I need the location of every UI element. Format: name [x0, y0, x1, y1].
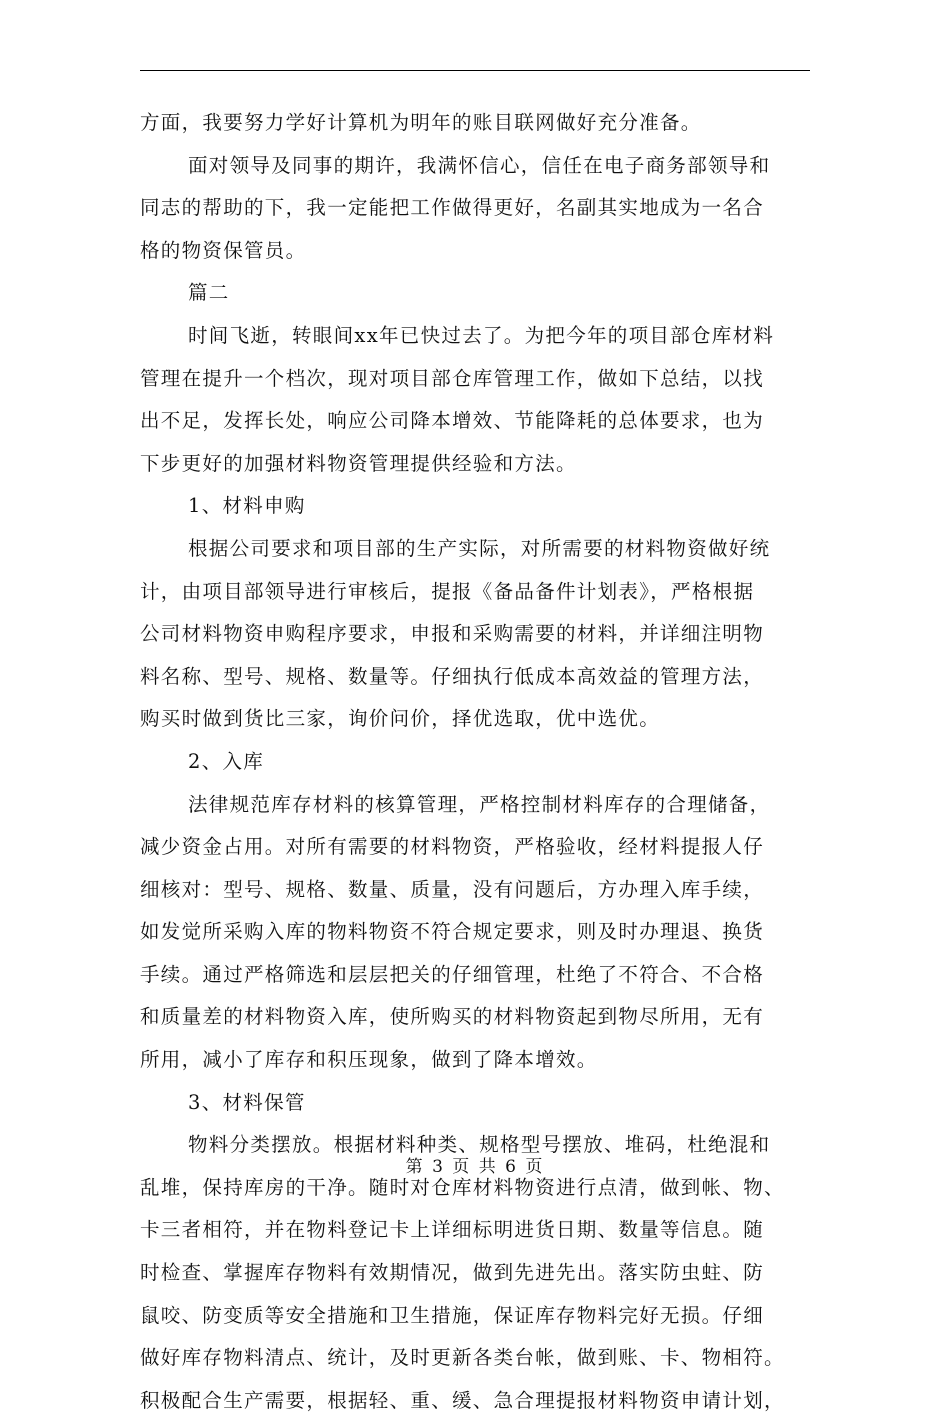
text-line: 计，由项目部领导进行审核后，提报《备品备件计划表》，严格根据: [140, 579, 755, 603]
text-line: 如发觉所采购入库的物料物资不符合规定要求，则及时办理退、换货: [140, 920, 765, 944]
text-line: 同志的帮助的下，我一定能把工作做得更好，名副其实地成为一名合: [140, 196, 765, 220]
text-line: 时检查、掌握库存物料有效期情况，做到先进先出。落实防虫蛀、防: [140, 1261, 765, 1285]
text-line: 购买时做到货比三家，询价问价，择优选取，优中选优。: [140, 707, 661, 731]
text-line: 做好库存物料清点、统计，及时更新各类台帐，做到账、卡、物相符。: [140, 1346, 785, 1370]
text-line: 3、材料保管: [188, 1090, 306, 1114]
text-line: 乱堆，保持库房的干净。随时对仓库材料物资进行点清，做到帐、物、: [140, 1175, 785, 1199]
text-line: 料名称、型号、规格、数量等。仔细执行低成本高效益的管理方法，: [140, 664, 765, 688]
text-line: 所用，减小了库存和积压现象，做到了降本增效。: [140, 1048, 598, 1072]
document-body: [140, 102, 810, 1422]
text-line: 2、入库: [188, 749, 265, 773]
text-line: 和质量差的材料物资入库，使所购买的材料物资起到物尽所用，无有: [140, 1005, 765, 1029]
header-rule: [140, 70, 810, 71]
text-line: 格的物资保管员。: [140, 238, 307, 262]
text-line: 根据公司要求和项目部的生产实际，对所需要的材料物资做好统: [188, 536, 771, 560]
page-footer: 第 3 页 共 6 页: [405, 1157, 545, 1177]
text-line: 鼠咬、防变质等安全措施和卫生措施，保证库存物料完好无损。仔细: [140, 1303, 765, 1327]
text-line: 公司材料物资申购程序要求，申报和采购需要的材料，并详细注明物: [140, 622, 765, 646]
text-line: 减少资金占用。对所有需要的材料物资，严格验收，经材料提报人仔: [140, 835, 765, 859]
text-line: 1、材料申购: [188, 494, 306, 518]
text-line: 细核对：型号、规格、数量、质量，没有问题后，方办理入库手续，: [140, 877, 765, 901]
text-line: 积极配合生产需要，根据轻、重、缓、急合理提报材料物资申请计划，: [140, 1388, 785, 1412]
text-line: 物料分类摆放。根据材料种类、规格型号摆放、堆码，杜绝混和: [188, 1133, 771, 1157]
text-line: 面对领导及同事的期许，我满怀信心，信任在电子商务部领导和: [188, 153, 771, 177]
text-line: 管理在提升一个档次，现对项目部仓库管理工作，做如下总结，以找: [140, 366, 765, 390]
text-line: 篇二: [188, 281, 230, 305]
text-line: 出不足，发挥长处，响应公司降本增效、节能降耗的总体要求，也为: [140, 409, 765, 433]
text-line: 法律规范库存材料的核算管理，严格控制材料库存的合理储备，: [188, 792, 771, 816]
text-line: 方面，我要努力学好计算机为明年的账目联网做好充分准备。: [140, 111, 702, 134]
text-line: 下步更好的加强材料物资管理提供经验和方法。: [140, 451, 577, 475]
text-line: 时间飞逝，转眼间xx年已快过去了。为把今年的项目部仓库材料: [188, 323, 775, 347]
text-line: 卡三者相符，并在物料登记卡上详细标明进货日期、数量等信息。随: [140, 1218, 765, 1242]
text-line: 手续。通过严格筛选和层层把关的仔细管理，杜绝了不符合、不合格: [140, 962, 765, 986]
